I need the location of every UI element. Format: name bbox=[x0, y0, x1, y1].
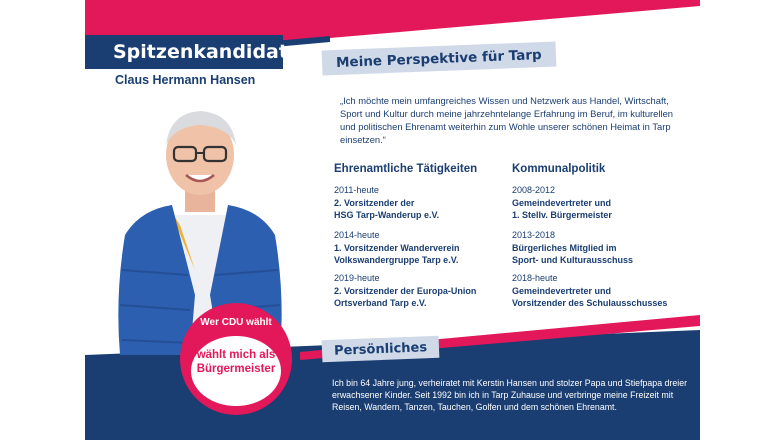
entry-line: HSG Tarp-Wanderup e.V. bbox=[334, 210, 440, 220]
entry-line: 1. Vorsitzender Wanderverein bbox=[334, 242, 460, 253]
candidate-name: Claus Hermann Hansen bbox=[115, 73, 256, 87]
entry-year: 2013-2018 bbox=[512, 230, 556, 240]
entry-year: 2018-heute bbox=[512, 273, 558, 283]
badge-line: wählt mich als bbox=[196, 349, 276, 361]
politics-entry bbox=[512, 184, 687, 222]
entry-line: 2. Vorsitzender der Europa-Union bbox=[334, 285, 477, 296]
perspective-title: Meine Perspektive für Tarp bbox=[322, 42, 557, 76]
entry-line: Bürgerliches Mitglied im bbox=[512, 242, 617, 253]
politics-entry bbox=[512, 272, 687, 310]
campaign-badge bbox=[180, 303, 292, 415]
volunteer-entry bbox=[334, 272, 509, 310]
badge-top-text: Wer CDU wählt bbox=[200, 317, 272, 328]
badge-line: Bürgermeister bbox=[196, 363, 276, 375]
volunteer-column-title: Ehrenamtliche Tätigkeiten bbox=[334, 163, 478, 175]
perspective-quote: „Ich möchte mein umfangreiches Wissen und Netzwerk aus Handel, Wirtschaft, Sport und Kultur durch meine jahrzehntelange Erfahrung im Beruf, im kulturellen und politischen Ehrenamt weiterhin zum Wohle unserer schönen Heimat in Tarp einsetzen.“ bbox=[340, 95, 673, 145]
politics-entry bbox=[512, 229, 687, 267]
politics-column-title: Kommunalpolitik bbox=[512, 163, 606, 175]
entry-line: Gemeindevertreter und bbox=[512, 285, 612, 296]
entry-year: 2011-heute bbox=[334, 185, 379, 195]
personal-title: Persönliches bbox=[322, 336, 440, 362]
entry-line: 1. Stellv. Bürgermeister bbox=[512, 210, 612, 220]
entry-year: 2008-2012 bbox=[512, 185, 556, 195]
entry-line: Gemeindevertreter und bbox=[512, 197, 612, 208]
entry-line: Sport- und Kulturausschuss bbox=[512, 255, 634, 265]
badge-main-text bbox=[180, 348, 292, 376]
entry-year: 2019-heute bbox=[334, 273, 380, 283]
candidate-label: Spitzenkandidat bbox=[85, 35, 283, 69]
volunteer-entry bbox=[334, 229, 509, 267]
personal-text: Ich bin 64 Jahre jung, verheiratet mit Kerstin Hansen und stolzer Papa und Stiefpapa dreier erwachsener Kinder. Seit 1992 bin ich in Tarp Zuhause und verbringe meine Freizeit mit Reisen, Wandern, Tanzen, Tauchen, Golfen und dem schönen Ehrenamt. bbox=[332, 378, 688, 412]
entry-line: 2. Vorsitzender der bbox=[334, 197, 415, 208]
volunteer-entry bbox=[334, 184, 509, 222]
entry-line: Volkswandergruppe Tarp e.V. bbox=[334, 255, 459, 265]
entry-line: Vorsitzender des Schulausschusses bbox=[512, 298, 668, 308]
entry-line: Ortsverband Tarp e.V. bbox=[334, 298, 427, 308]
entry-year: 2014-heute bbox=[334, 230, 380, 240]
